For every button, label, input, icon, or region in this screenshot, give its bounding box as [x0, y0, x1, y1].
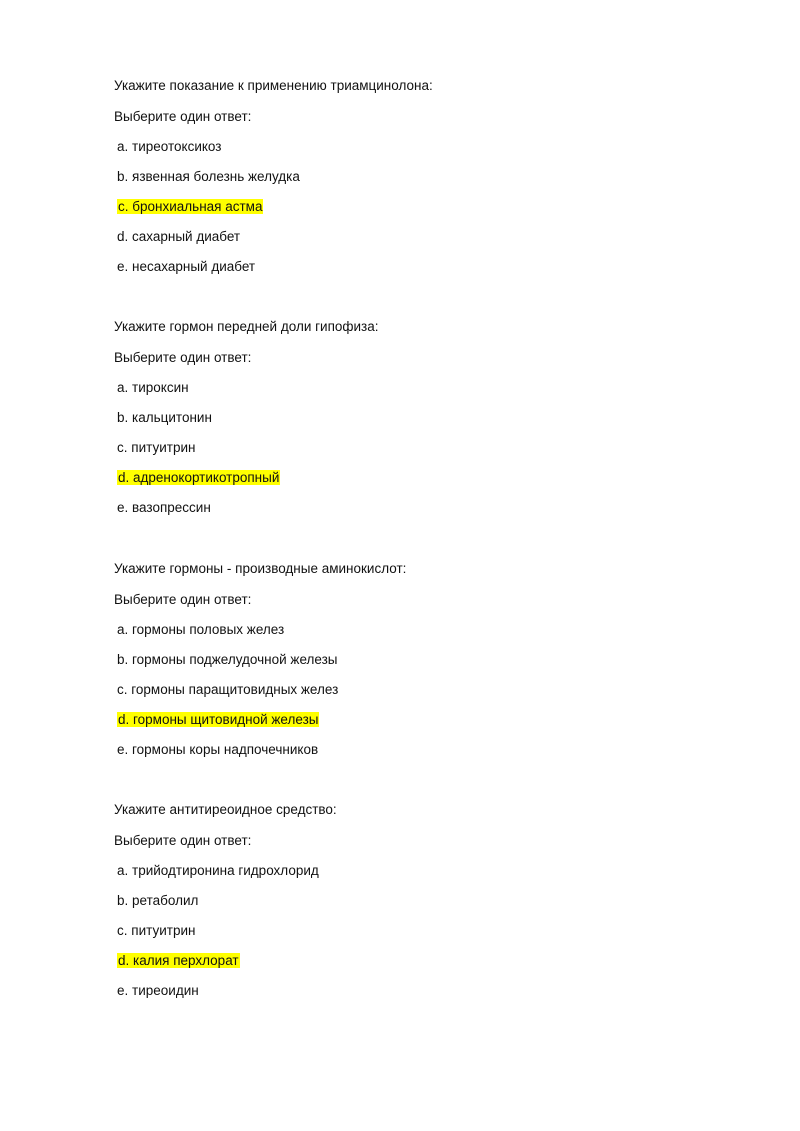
- option-c: [117, 439, 195, 456]
- option-letter: c.: [118, 199, 129, 214]
- question-text: Укажите антитиреоидное средство:: [114, 802, 337, 817]
- option-letter: e.: [117, 742, 129, 757]
- option-letter: c.: [117, 440, 128, 455]
- option-e: [117, 258, 255, 275]
- option-b: [117, 651, 338, 668]
- option-letter: a.: [117, 139, 129, 154]
- option-a: [117, 621, 284, 638]
- option-letter: d.: [118, 470, 130, 485]
- option-letter: e.: [117, 259, 129, 274]
- question-text: Укажите показание к применению триамцинолона:: [114, 78, 433, 93]
- option-letter: b.: [117, 652, 129, 667]
- option-e: [117, 982, 199, 999]
- option-d-correct: [117, 952, 240, 969]
- option-text: кальцитонин: [132, 410, 212, 425]
- option-text: бронхиальная астма: [132, 199, 263, 214]
- option-letter: b.: [117, 410, 129, 425]
- highlighted-answer: [117, 953, 240, 968]
- option-text: питуитрин: [131, 440, 196, 455]
- option-text: несахарный диабет: [132, 259, 256, 274]
- option-text: сахарный диабет: [132, 229, 241, 244]
- option-a: [117, 862, 319, 879]
- option-text: гормоны поджелудочной железы: [132, 652, 338, 667]
- option-b: [117, 892, 198, 909]
- option-letter: e.: [117, 500, 129, 515]
- highlighted-answer: [117, 199, 263, 214]
- option-text: ретаболил: [132, 893, 199, 908]
- option-text: гормоны паращитовидных желез: [131, 682, 339, 697]
- option-letter: d.: [118, 712, 130, 727]
- option-c: [117, 681, 338, 698]
- option-text: гормоны половых желез: [132, 622, 285, 637]
- option-text: питуитрин: [131, 923, 196, 938]
- option-a: [117, 379, 189, 396]
- option-letter: c.: [117, 923, 128, 938]
- option-d-correct: [117, 711, 319, 728]
- option-text: тиреоидин: [132, 983, 199, 998]
- option-d-correct: [117, 469, 280, 486]
- option-e: [117, 499, 211, 516]
- option-text: гормоны щитовидной железы: [133, 712, 319, 727]
- answer-prompt: Выберите один ответ:: [114, 833, 252, 848]
- answer-prompt: Выберите один ответ:: [114, 350, 252, 365]
- option-letter: a.: [117, 380, 129, 395]
- option-c: [117, 922, 195, 939]
- highlighted-answer: [117, 712, 319, 727]
- option-a: [117, 138, 221, 155]
- answer-prompt: Выберите один ответ:: [114, 109, 252, 124]
- option-d: [117, 228, 240, 245]
- option-text: калия перхлорат: [133, 953, 239, 968]
- option-letter: c.: [117, 682, 128, 697]
- option-e: [117, 741, 318, 758]
- option-text: тироксин: [132, 380, 189, 395]
- option-text: адренокортикотропный: [133, 470, 280, 485]
- option-letter: d.: [117, 229, 129, 244]
- highlighted-answer: [117, 470, 280, 485]
- option-b: [117, 409, 212, 426]
- option-text: гормоны коры надпочечников: [132, 742, 319, 757]
- option-letter: d.: [118, 953, 130, 968]
- option-letter: b.: [117, 169, 129, 184]
- option-text: трийодтиронина гидрохлорид: [132, 863, 319, 878]
- option-c-correct: [117, 198, 263, 215]
- question-text: Укажите гормон передней доли гипофиза:: [114, 319, 379, 334]
- option-letter: b.: [117, 893, 129, 908]
- option-letter: a.: [117, 622, 129, 637]
- option-text: язвенная болезнь желудка: [132, 169, 300, 184]
- answer-prompt: Выберите один ответ:: [114, 592, 252, 607]
- option-text: тиреотоксикоз: [132, 139, 222, 154]
- option-text: вазопрессин: [132, 500, 211, 515]
- option-letter: a.: [117, 863, 129, 878]
- option-b: [117, 168, 300, 185]
- option-letter: e.: [117, 983, 129, 998]
- question-text: Укажите гормоны - производные аминокислот:: [114, 561, 407, 576]
